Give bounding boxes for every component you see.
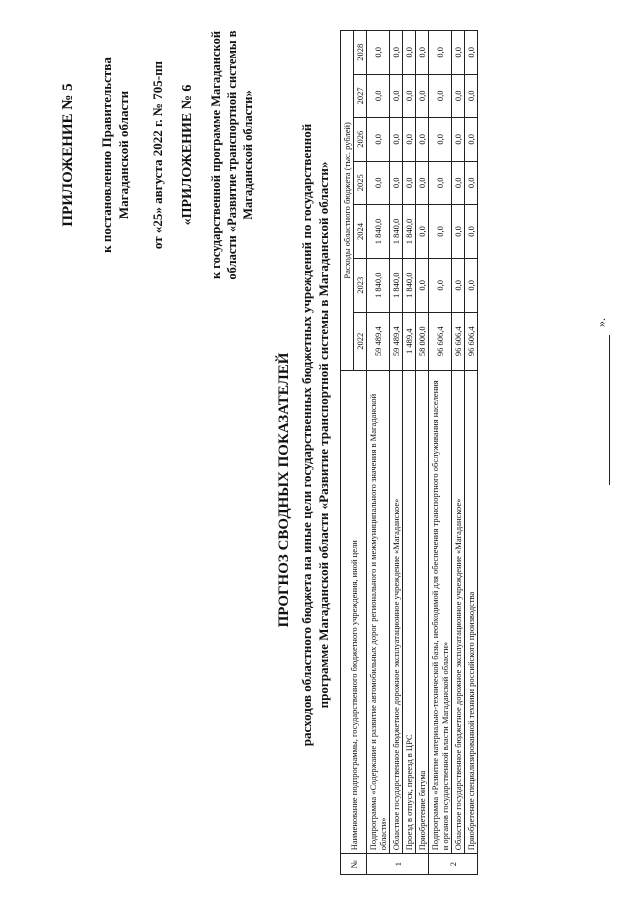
program-line-1: к государственной программе Магаданской <box>209 30 223 280</box>
row-value: 0,0 <box>416 31 429 75</box>
row-name: Приобретение специализированной техники российского производства <box>465 370 478 854</box>
column-name-header: Наименование подпрограммы, государственного бюджетного учреждения, иной цели <box>341 370 367 854</box>
year-header: 2023 <box>354 258 367 312</box>
table-row <box>465 31 478 875</box>
row-value: 0,0 <box>452 161 465 204</box>
table-row <box>403 31 416 875</box>
row-value: 0,0 <box>416 161 429 204</box>
expenses-table <box>340 30 478 875</box>
row-value: 0,0 <box>367 74 390 117</box>
header-row-1 <box>341 31 354 875</box>
row-value: 0,0 <box>367 161 390 204</box>
decree-line-2: Магаданской области <box>116 90 131 220</box>
year-header: 2022 <box>354 312 367 370</box>
decree-reference <box>98 25 132 285</box>
row-value: 96 606,4 <box>452 312 465 370</box>
row-value: 1 840,0 <box>403 258 416 312</box>
row-value: 96 606,4 <box>429 312 452 370</box>
program-line-3: Магаданской области» <box>241 90 255 220</box>
row-value: 0,0 <box>429 118 452 161</box>
year-header: 2026 <box>354 118 367 161</box>
appendix-number: ПРИЛОЖЕНИЕ № 5 <box>60 83 76 227</box>
row-value: 1 840,0 <box>390 258 403 312</box>
row-value: 0,0 <box>367 118 390 161</box>
row-value: 0,0 <box>390 161 403 204</box>
signature-line <box>600 335 610 485</box>
row-value: 0,0 <box>452 205 465 259</box>
row-value: 0,0 <box>465 118 478 161</box>
rotated-content <box>20 20 620 885</box>
old-appendix-number: «ПРИЛОЖЕНИЕ № 6 <box>180 84 195 226</box>
year-header: 2025 <box>354 161 367 204</box>
decree-line-1: к постановлению Правительства <box>99 57 114 253</box>
year-header: 2028 <box>354 31 367 75</box>
row-value: 1 840,0 <box>390 205 403 259</box>
row-value: 0,0 <box>429 74 452 117</box>
row-value: 0,0 <box>465 74 478 117</box>
row-value: 0,0 <box>465 205 478 259</box>
document-title: ПРОГНОЗ СВОДНЫХ ПОКАЗАТЕЛЕЙ <box>276 352 292 628</box>
subtitle-line-2: программе Магаданской области «Развитие транспортной системы в Магаданской области» <box>316 161 331 709</box>
row-value: 0,0 <box>465 161 478 204</box>
table-row <box>390 31 403 875</box>
row-value: 0,0 <box>403 161 416 204</box>
year-header: 2024 <box>354 205 367 259</box>
row-value: 0,0 <box>416 258 429 312</box>
table-row <box>416 31 429 875</box>
row-name: Проезд в отпуск, переезд в ЦРС <box>403 370 416 854</box>
row-name: Областное государственное бюджетное дорожное эксплуатационное учреждение «Магаданское» <box>452 370 465 854</box>
table-row <box>367 31 390 875</box>
row-value: 0,0 <box>465 31 478 75</box>
program-line-2: области «Развитие транспортной системы в <box>225 30 239 280</box>
row-value: 0,0 <box>452 31 465 75</box>
row-value: 0,0 <box>403 74 416 117</box>
row-name: Приобретение битума <box>416 370 429 854</box>
table-body <box>367 31 478 875</box>
row-value: 0,0 <box>390 74 403 117</box>
closing-mark: ». <box>594 318 608 327</box>
row-name: Областное государственное бюджетное дорожное эксплуатационное учреждение «Магаданское» <box>390 370 403 854</box>
row-number: 2 <box>429 854 478 875</box>
row-value: 1 840,0 <box>403 205 416 259</box>
row-value: 0,0 <box>452 118 465 161</box>
row-value: 1 840,0 <box>367 258 390 312</box>
row-value: 0,0 <box>416 118 429 161</box>
row-value: 96 606,4 <box>465 312 478 370</box>
row-value: 1 489,4 <box>403 312 416 370</box>
row-value: 0,0 <box>416 74 429 117</box>
row-value: 0,0 <box>429 258 452 312</box>
row-name: Подпрограмма «Содержание и развитие автомобильных дорог регионального и межмуниципального значения в Магаданской области» <box>367 370 390 854</box>
column-number-header: № <box>341 854 367 875</box>
row-number: 1 <box>367 854 429 875</box>
row-value: 0,0 <box>429 31 452 75</box>
program-reference <box>208 25 256 285</box>
document-subtitle <box>298 45 332 825</box>
year-header: 2027 <box>354 74 367 117</box>
row-value: 0,0 <box>452 74 465 117</box>
row-value: 59 489,4 <box>390 312 403 370</box>
signature-area <box>592 318 610 485</box>
row-value: 58 000,0 <box>416 312 429 370</box>
decree-date: от «25» августа 2022 г. № 705-пп <box>150 60 165 250</box>
row-value: 0,0 <box>429 161 452 204</box>
row-value: 0,0 <box>452 258 465 312</box>
table-row <box>429 31 452 875</box>
table-header <box>341 31 367 875</box>
row-value: 0,0 <box>429 205 452 259</box>
row-value: 0,0 <box>465 258 478 312</box>
row-value: 59 489,4 <box>367 312 390 370</box>
row-value: 0,0 <box>416 205 429 259</box>
table-row <box>452 31 465 875</box>
row-value: 0,0 <box>367 31 390 75</box>
row-value: 0,0 <box>390 31 403 75</box>
row-value: 0,0 <box>390 118 403 161</box>
row-name: Подпрограмма «Развитие материально-технической базы, необходимой для обеспечения транспортного обслуживания населения и органов государственной власти Магаданской области» <box>429 370 452 854</box>
row-value: 0,0 <box>403 31 416 75</box>
subtitle-line-1: расходов областного бюджета на иные цели государственных бюджетных учреждений по государственной <box>299 123 314 747</box>
row-value: 1 840,0 <box>367 205 390 259</box>
column-group-header: Расходы областного бюджета (тыс. рублей) <box>341 31 354 371</box>
row-value: 0,0 <box>403 118 416 161</box>
